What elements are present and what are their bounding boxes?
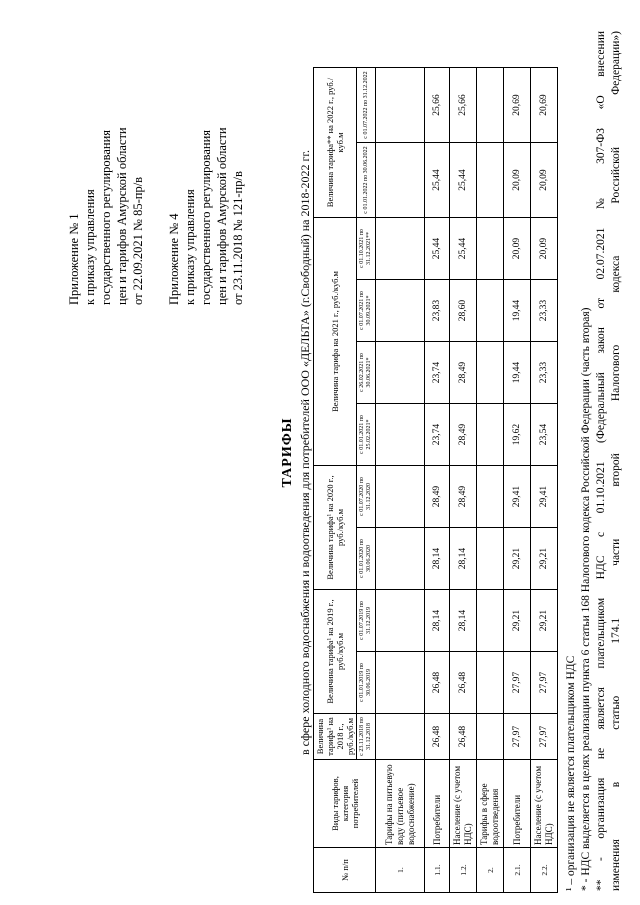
appendix-1-block (66, 127, 146, 305)
tariff-value: 28,49 (450, 342, 477, 404)
tariff-value: 28,49 (425, 466, 450, 528)
tariff-value (477, 68, 504, 143)
tariff-value: 23,74 (425, 342, 450, 404)
period-cell: с 01.01.2022 по 30.06.2022 (357, 143, 376, 218)
tariff-value: 26,48 (425, 652, 450, 714)
tariff-value: 19,62 (504, 404, 531, 466)
tariff-value: 25,44 (425, 218, 450, 280)
header-2019: Величина тарифа¹ на 2019 г., руб./куб.м (314, 590, 357, 714)
tariff-value: 28,60 (450, 280, 477, 342)
tariff-value (376, 143, 425, 218)
tariff-value: 27,97 (504, 652, 531, 714)
tariff-value (376, 652, 425, 714)
row-label: Тарифы на питьевую воду (питьевое водоснабжение) (376, 760, 425, 848)
footnote-2: * - НДС выделяется в целях реализации пункта 6 статьи 168 Налогового кодекса Российской Федерации (часть вторая) (580, 307, 592, 891)
tariff-value: 20,69 (531, 68, 558, 143)
tariff-value: 26,48 (450, 714, 477, 760)
tariff-value (376, 342, 425, 404)
tariff-value: 20,69 (504, 68, 531, 143)
tariff-value (376, 218, 425, 280)
tariff-value: 27,97 (531, 652, 558, 714)
header-row-1 (314, 68, 357, 893)
row-number: 1.1. (425, 848, 450, 893)
tariff-value: 25,66 (425, 68, 450, 143)
appendix-4-line: цен и тарифов Амурской области (215, 127, 229, 305)
appendix-1-title: Приложение № 1 (67, 213, 81, 305)
table-row (531, 68, 558, 893)
row-number: 2.2. (531, 848, 558, 893)
period-cell: с 23.11.2018 по 31.12.2018 (357, 714, 376, 760)
tariff-value (376, 404, 425, 466)
row-number: 1. (376, 848, 425, 893)
table-row (504, 68, 531, 893)
tariff-value: 29,21 (531, 590, 558, 652)
tariff-value: 25,44 (450, 143, 477, 218)
tariff-value (477, 466, 504, 528)
period-cell: с 01.07.2020 по 31.12.2020 (357, 466, 376, 528)
document-title: ТАРИФЫ (280, 417, 295, 488)
tariff-value: 28,14 (425, 590, 450, 652)
tariff-value (477, 590, 504, 652)
tariff-value: 29,21 (504, 590, 531, 652)
tariff-value: 23,33 (531, 342, 558, 404)
tariff-value: 26,48 (425, 714, 450, 760)
period-cell: с 01.01.2019 по 30.06.2019 (357, 652, 376, 714)
header-2022: Величина тарифа** на 2022 г., руб./куб.м (314, 68, 357, 218)
appendix-4-line: от 23.11.2018 № 121-пр/в (231, 171, 245, 305)
row-label: Население (с учетом НДС) (450, 760, 477, 848)
tariff-value: 20,09 (504, 218, 531, 280)
appendix-1-line: цен и тарифов Амурской области (115, 127, 129, 305)
tariff-value (376, 528, 425, 590)
header-kinds: Виды тарифов, категория потребителей (314, 760, 376, 848)
tariff-value: 28,14 (450, 590, 477, 652)
appendix-1-line: государственного регулирования (99, 129, 113, 305)
appendix-1-line: от 22.09.2021 № 85-пр/в (131, 176, 145, 305)
tariff-value: 20,09 (531, 218, 558, 280)
tariff-value: 28,49 (450, 466, 477, 528)
header-2021: Величина тарифа на 2021 г., руб./куб.м (314, 218, 357, 466)
tariff-value (477, 143, 504, 218)
tariff-value (376, 590, 425, 652)
tariff-value: 28,14 (450, 528, 477, 590)
tariff-value (477, 218, 504, 280)
tariff-value: 29,41 (504, 466, 531, 528)
document-subtitle: в сфере холодного водоснабжения и водоотведения для потребителей ООО «ДЕЛЬТА» (г.Свободный) на 2018-2022 гг. (298, 150, 312, 755)
tariff-value: 19,44 (504, 342, 531, 404)
header-no: № п/п (314, 848, 376, 893)
tariff-value: 27,97 (504, 714, 531, 760)
period-cell: с 01.10.2021 по 31.12.2021** (357, 218, 376, 280)
table-row (477, 68, 504, 893)
footnote-1: ¹ – организация не является плательщиком НДС (565, 655, 577, 891)
tariff-value: 23,74 (425, 404, 450, 466)
row-label: Население (с учетом НДС) (531, 760, 558, 848)
appendix-4-line: к приказу управления (183, 189, 197, 305)
tariff-value (376, 466, 425, 528)
tariff-value (477, 280, 504, 342)
tariff-value (477, 652, 504, 714)
tariff-value: 28,49 (450, 404, 477, 466)
tariff-value: 29,21 (504, 528, 531, 590)
row-number: 2.1. (504, 848, 531, 893)
header-2020: Величина тарифа¹ на 2020 г., руб./куб.м (314, 466, 357, 590)
tariff-table (313, 67, 558, 893)
footnote-3a: ** - организация не является плательщиком НДС с 01.10.2021 (Федеральный закон от 02.07.2021 № 307-ФЗ «О внесении (595, 31, 607, 891)
appendix-4-block (166, 127, 246, 305)
tariff-value: 23,83 (425, 280, 450, 342)
tariff-value (477, 404, 504, 466)
tariff-value (376, 68, 425, 143)
row-label: Тарифы в сфере водоотведения (477, 760, 504, 848)
tariff-value: 23,54 (531, 404, 558, 466)
tariff-value (477, 342, 504, 404)
tariff-value: 23,33 (531, 280, 558, 342)
appendix-1-line: к приказу управления (83, 189, 97, 305)
tariff-value (376, 714, 425, 760)
tariff-value: 26,48 (450, 652, 477, 714)
period-cell: с 01.01.2021 по 25.02.2021* (357, 404, 376, 466)
period-cell: с 01.01.2020 по 30.06.2020 (357, 528, 376, 590)
tariff-value: 27,97 (531, 714, 558, 760)
row-label: Потребители (504, 760, 531, 848)
tariff-value: 20,09 (504, 143, 531, 218)
tariff-value: 19,44 (504, 280, 531, 342)
table-row (425, 68, 450, 893)
tariff-value (376, 280, 425, 342)
tariff-value (477, 714, 504, 760)
table-row (376, 68, 425, 893)
tariff-value: 29,21 (531, 528, 558, 590)
row-number: 1.2. (450, 848, 477, 893)
period-cell: с 01.07.2022 по 31.12.2022 (357, 68, 376, 143)
row-label: Потребители (425, 760, 450, 848)
appendix-4-title: Приложение № 4 (167, 213, 181, 305)
tariff-value: 25,44 (425, 143, 450, 218)
tariff-value: 28,14 (425, 528, 450, 590)
table-row (450, 68, 477, 893)
footnote-3b: изменения в статью 174.1 части второй Налогового кодекса Российской Федерации») (610, 31, 622, 891)
header-2018: Величина тарифа¹ на 2018 г., руб./куб.м (314, 714, 357, 760)
tariff-value (477, 528, 504, 590)
period-cell: с 01.07.2019 по 31.12.2019 (357, 590, 376, 652)
tariff-value: 29,41 (531, 466, 558, 528)
appendix-4-line: государственного регулирования (199, 129, 213, 305)
period-cell: с 01.07.2021 по 30.09.2021* (357, 280, 376, 342)
period-cell: с 26.02.2021 по 30.06.2021* (357, 342, 376, 404)
tariff-value: 25,66 (450, 68, 477, 143)
row-number: 2. (477, 848, 504, 893)
tariff-value: 20,09 (531, 143, 558, 218)
tariff-value: 25,44 (450, 218, 477, 280)
